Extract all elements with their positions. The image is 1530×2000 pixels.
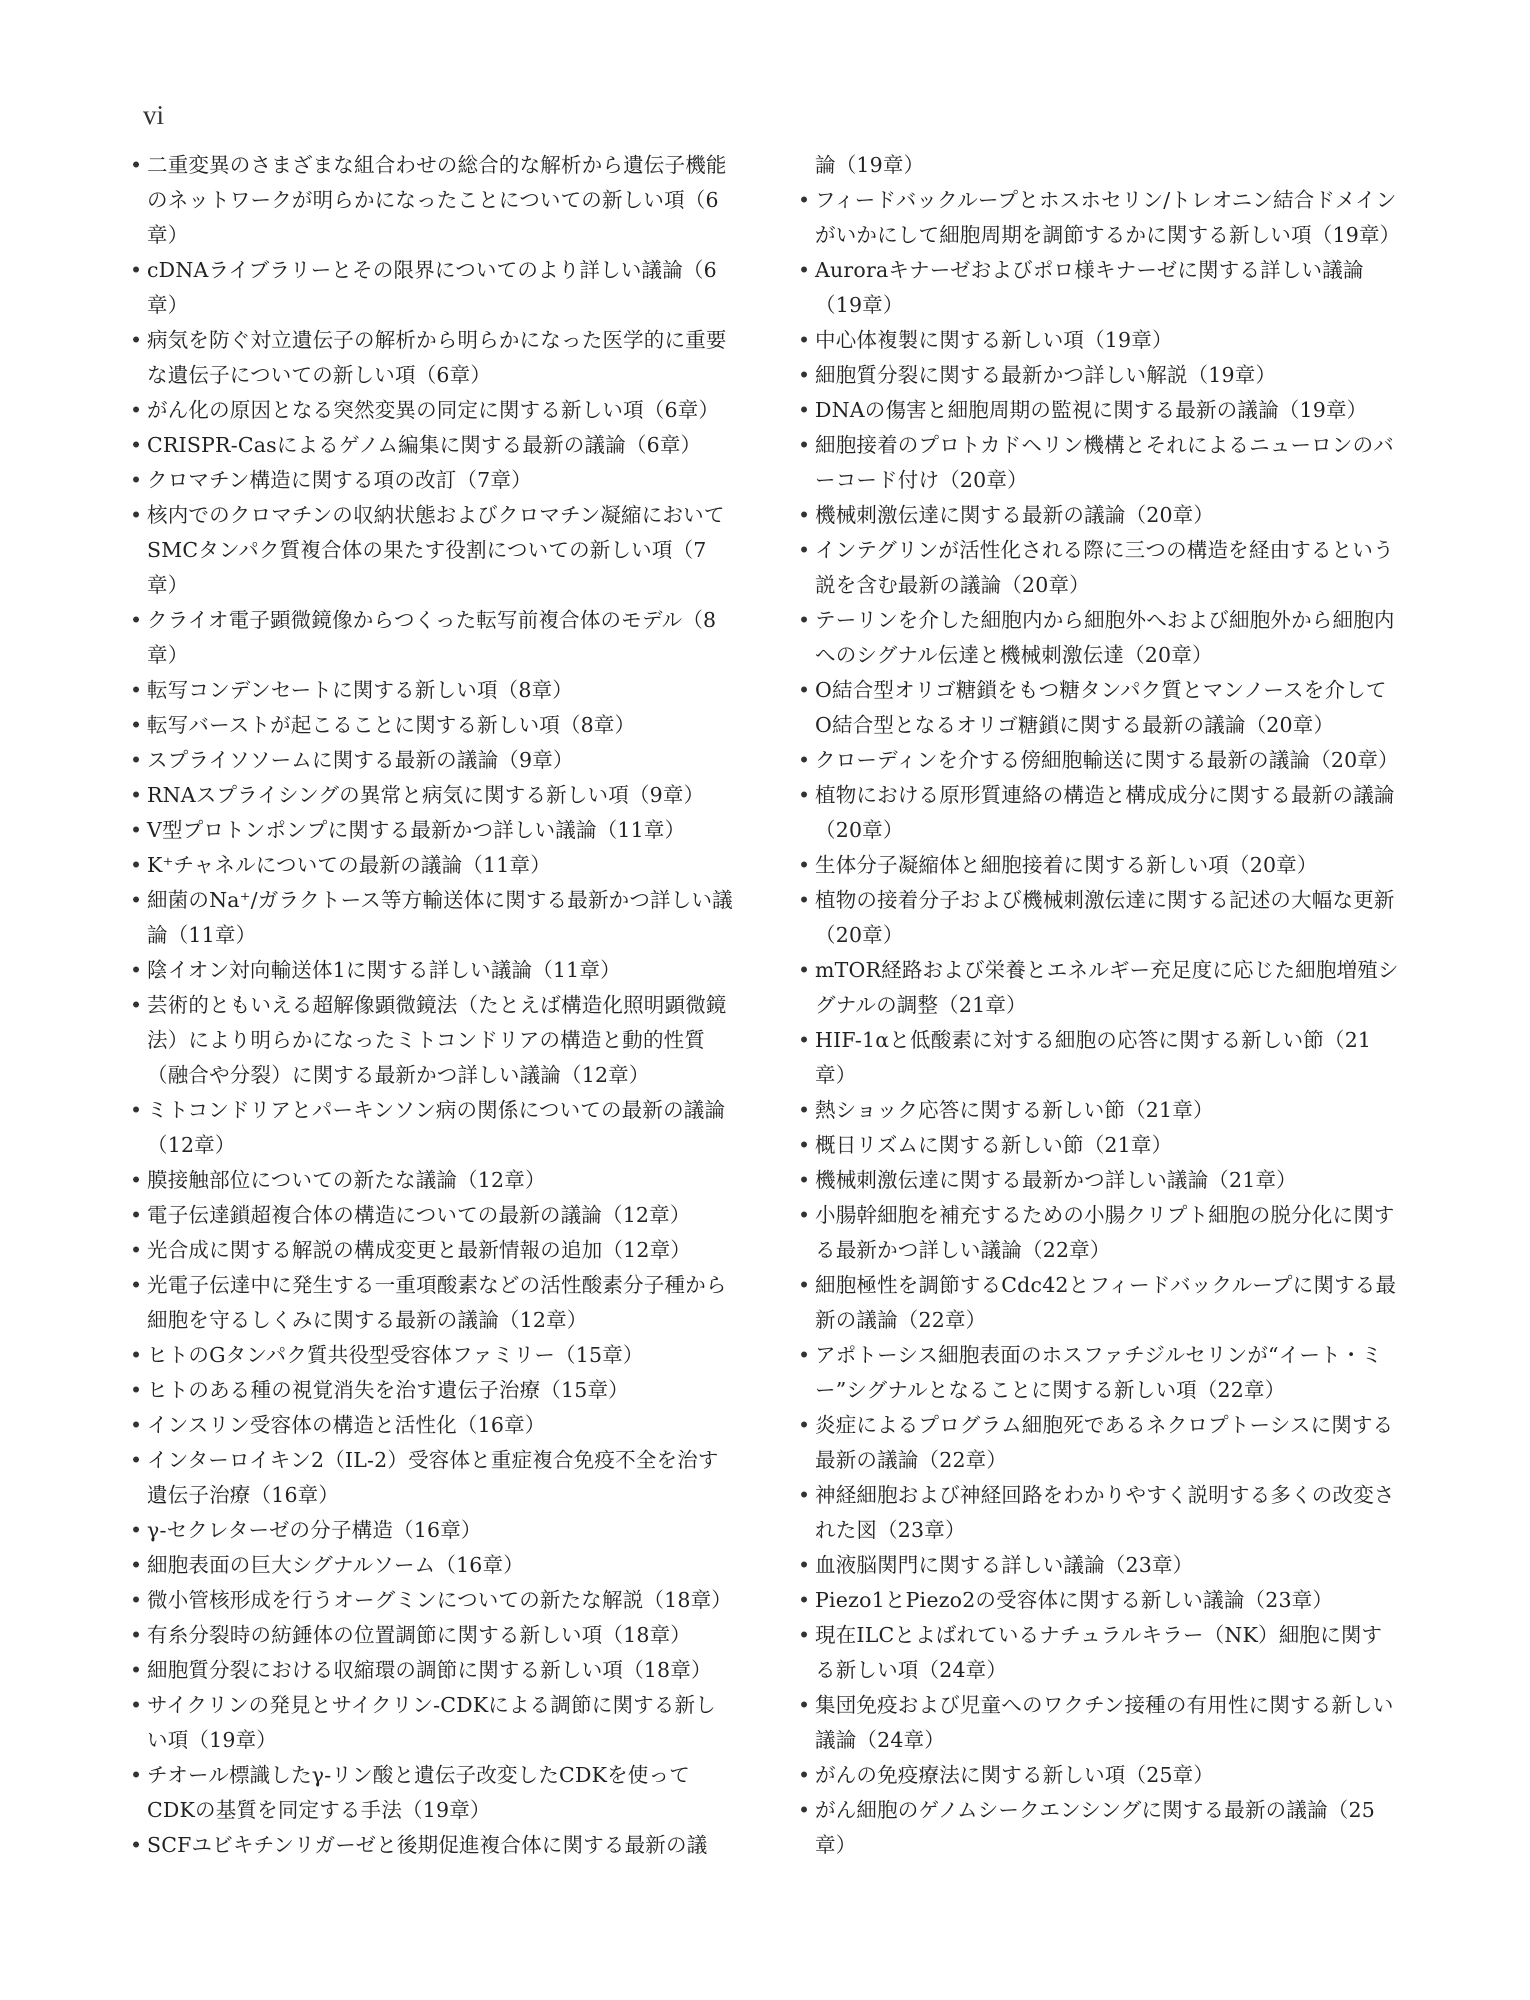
list-item: • がん化の原因となる突然変異の同定に関する新しい項（6章）: [130, 393, 734, 428]
list-item: • 細胞質分裂に関する最新かつ詳しい解説（19章）: [798, 358, 1402, 393]
list-item: • クライオ電子顕微鏡像からつくった転写前複合体のモデル（8章）: [130, 603, 734, 673]
list-item: • 細胞表面の巨大シグナルソーム（16章）: [130, 1548, 734, 1583]
list-item: • 概日リズムに関する新しい節（21章）: [798, 1128, 1402, 1163]
list-item: • がん細胞のゲノムシークエンシングに関する最新の議論（25章）: [798, 1793, 1402, 1863]
list-item: • 陰イオン対向輸送体1に関する詳しい議論（11章）: [130, 953, 734, 988]
list-item: • テーリンを介した細胞内から細胞外へおよび細胞外から細胞内へのシグナル伝達と機械刺激伝達（20章）: [798, 603, 1402, 673]
list-item: • 中心体複製に関する新しい項（19章）: [798, 323, 1402, 358]
list-item: • 細胞極性を調節するCdc42とフィードバックループに関する最新の議論（22章）: [798, 1268, 1402, 1338]
list-item: • RNAスプライシングの異常と病気に関する新しい項（9章）: [130, 778, 734, 813]
list-item: • 小腸幹細胞を補充するための小腸クリプト細胞の脱分化に関する最新かつ詳しい議論（22章）: [798, 1198, 1402, 1268]
list-item: • 膜接触部位についての新たな議論（12章）: [130, 1163, 734, 1198]
list-item: • mTOR経路および栄養とエネルギー充足度に応じた細胞増殖シグナルの調整（21章）: [798, 953, 1402, 1023]
list-item: • 熱ショック応答に関する新しい節（21章）: [798, 1093, 1402, 1128]
list-item: • SCFユビキチンリガーゼと後期促進複合体に関する最新の議: [130, 1828, 734, 1863]
list-item: • 病気を防ぐ対立遺伝子の解析から明らかになった医学的に重要な遺伝子についての新しい項（6章）: [130, 323, 734, 393]
list-item: • ヒトのある種の視覚消失を治す遺伝子治療（15章）: [130, 1373, 734, 1408]
list-item: • 集団免疫および児童へのワクチン接種の有用性に関する新しい議論（24章）: [798, 1688, 1402, 1758]
list-item: • サイクリンの発見とサイクリン-CDKによる調節に関する新しい項（19章）: [130, 1688, 734, 1758]
list-item: • がんの免疫療法に関する新しい項（25章）: [798, 1758, 1402, 1793]
list-item: • V型プロトンポンプに関する最新かつ詳しい議論（11章）: [130, 813, 734, 848]
list-item: • 細菌のNa⁺/ガラクトース等方輸送体に関する最新かつ詳しい議論（11章）: [130, 883, 734, 953]
list-item: • 植物における原形質連絡の構造と構成成分に関する最新の議論（20章）: [798, 778, 1402, 848]
list-item: • 微小管核形成を行うオーグミンについての新たな解説（18章）: [130, 1583, 734, 1618]
list-item: • 電子伝達鎖超複合体の構造についての最新の議論（12章）: [130, 1198, 734, 1233]
list-item: • 現在ILCとよばれているナチュラルキラー（NK）細胞に関する新しい項（24章）: [798, 1618, 1402, 1688]
list-item: • 炎症によるプログラム細胞死であるネクロプトーシスに関する最新の議論（22章）: [798, 1408, 1402, 1478]
list-item: • 有糸分裂時の紡錘体の位置調節に関する新しい項（18章）: [130, 1618, 734, 1653]
list-item: • γ-セクレターゼの分子構造（16章）: [130, 1513, 734, 1548]
list-item: • クローディンを介する傍細胞輸送に関する最新の議論（20章）: [798, 743, 1402, 778]
list-item: • インスリン受容体の構造と活性化（16章）: [130, 1408, 734, 1443]
list-item: • アポトーシス細胞表面のホスファチジルセリンが“イート・ミー”シグナルとなることに関する新しい項（22章）: [798, 1338, 1402, 1408]
page-number: vi: [143, 100, 165, 130]
list-item: • 細胞接着のプロトカドヘリン機構とそれによるニューロンのバーコード付け（20章）: [798, 428, 1402, 498]
list-item: • Auroraキナーゼおよびポロ様キナーゼに関する詳しい議論（19章）: [798, 253, 1402, 323]
list-item: • 細胞質分裂における収縮環の調節に関する新しい項（18章）: [130, 1653, 734, 1688]
list-item: • 転写バーストが起こることに関する新しい項（8章）: [130, 708, 734, 743]
list-item: 論（19章）: [815, 153, 925, 177]
list-item: • 二重変異のさまざまな組合わせの総合的な解析から遺伝子機能のネットワークが明らかになったことについての新しい項（6章）: [130, 148, 734, 253]
list-item: • 転写コンデンセートに関する新しい項（8章）: [130, 673, 734, 708]
left-column-list: [130, 148, 734, 1863]
list-item: • チオール標識したγ-リン酸と遺伝子改変したCDKを使ってCDKの基質を同定する手法（19章）: [130, 1758, 734, 1828]
list-item: • ヒトのGタンパク質共役型受容体ファミリー（15章）: [130, 1338, 734, 1373]
list-item: • インターロイキン2（IL-2）受容体と重症複合免疫不全を治す遺伝子治療（16章）: [130, 1443, 734, 1513]
list-item: • スプライソソームに関する最新の議論（9章）: [130, 743, 734, 778]
list-item: • 機械刺激伝達に関する最新かつ詳しい議論（21章）: [798, 1163, 1402, 1198]
list-item: • インテグリンが活性化される際に三つの構造を経由するという説を含む最新の議論（20章）: [798, 533, 1402, 603]
list-item: • 生体分子凝縮体と細胞接着に関する新しい項（20章）: [798, 848, 1402, 883]
list-item: • 芸術的ともいえる超解像顕微鏡法（たとえば構造化照明顕微鏡法）により明らかになったミトコンドリアの構造と動的性質（融合や分裂）に関する最新かつ詳しい議論（12章）: [130, 988, 734, 1093]
list-item: • 機械刺激伝達に関する最新の議論（20章）: [798, 498, 1402, 533]
list-item: • 植物の接着分子および機械刺激伝達に関する記述の大幅な更新（20章）: [798, 883, 1402, 953]
list-item: • ミトコンドリアとパーキンソン病の関係についての最新の議論（12章）: [130, 1093, 734, 1163]
list-item: • 光合成に関する解説の構成変更と最新情報の追加（12章）: [130, 1233, 734, 1268]
right-column-list: [798, 148, 1402, 1863]
list-item: • cDNAライブラリーとその限界についてのより詳しい議論（6章）: [130, 253, 734, 323]
list-item: • Piezo1とPiezo2の受容体に関する新しい議論（23章）: [798, 1583, 1402, 1618]
list-item: • 神経細胞および神経回路をわかりやすく説明する多くの改変された図（23章）: [798, 1478, 1402, 1548]
list-item: • K⁺チャネルについての最新の議論（11章）: [130, 848, 734, 883]
list-item: • CRISPR-Casによるゲノム編集に関する最新の議論（6章）: [130, 428, 734, 463]
list-item: • クロマチン構造に関する項の改訂（7章）: [130, 463, 734, 498]
list-item: • 血液脳関門に関する詳しい議論（23章）: [798, 1548, 1402, 1583]
list-item: • フィードバックループとホスホセリン/トレオニン結合ドメインがいかにして細胞周期を調節するかに関する新しい項（19章）: [798, 183, 1402, 253]
list-item: • O結合型オリゴ糖鎖をもつ糖タンパク質とマンノースを介してO結合型となるオリゴ糖鎖に関する最新の議論（20章）: [798, 673, 1402, 743]
list-item: • HIF-1αと低酸素に対する細胞の応答に関する新しい節（21章）: [798, 1023, 1402, 1093]
list-item: • 核内でのクロマチンの収納状態およびクロマチン凝縮においてSMCタンパク質複合体の果たす役割についての新しい項（7章）: [130, 498, 734, 603]
list-item: • DNAの傷害と細胞周期の監視に関する最新の議論（19章）: [798, 393, 1402, 428]
list-item: • 光電子伝達中に発生する一重項酸素などの活性酸素分子種から細胞を守るしくみに関する最新の議論（12章）: [130, 1268, 734, 1338]
